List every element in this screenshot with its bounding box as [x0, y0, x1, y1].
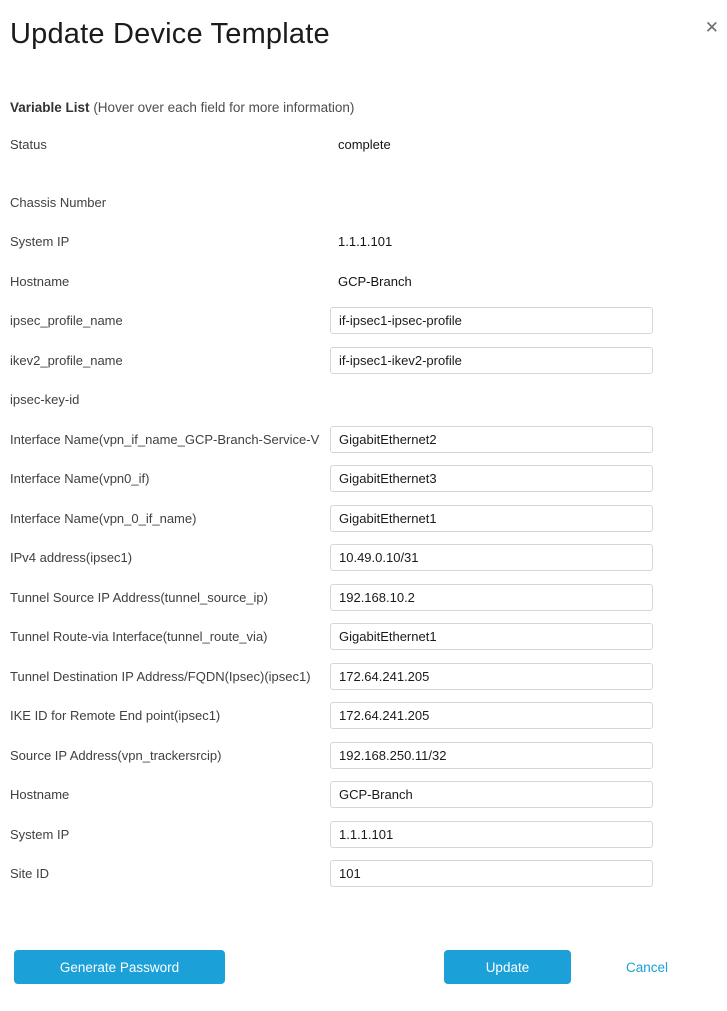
field-label-ipv4-address-ipsec1: IPv4 address(ipsec1) [10, 550, 133, 566]
variable-list-heading [10, 99, 717, 116]
field-label-ikev2-profile-name: ikev2_profile_name [10, 352, 123, 368]
field-input-ipv4-address-ipsec1[interactable] [330, 544, 653, 571]
field-label-status: Status [10, 137, 47, 153]
variable-list-label: Variable List [10, 100, 90, 115]
field-label-interface-name-service-vpn: Interface Name(vpn_if_name_GCP-Branch-Service-V [10, 431, 320, 447]
row-interface-name-vpn0-if [10, 459, 727, 499]
field-label-system-ip: System IP [10, 234, 70, 250]
variable-list-hint: (Hover over each field for more information) [93, 100, 355, 115]
field-label-hostname-input: Hostname [10, 787, 70, 803]
page-title: Update Device Template [10, 18, 330, 50]
row-site-id [10, 854, 727, 894]
field-input-tunnel-route-via[interactable] [330, 623, 653, 650]
field-label-tunnel-route-via: Tunnel Route-via Interface(tunnel_route_via) [10, 629, 268, 645]
field-label-source-ip-tracker: Source IP Address(vpn_trackersrcip) [10, 747, 222, 763]
field-input-source-ip-tracker[interactable] [330, 742, 653, 769]
field-input-interface-name-vpn-0-if-name[interactable] [330, 505, 653, 532]
field-label-interface-name-vpn-0-if-name: Interface Name(vpn_0_if_name) [10, 510, 197, 526]
field-label-interface-name-vpn0-if: Interface Name(vpn0_if) [10, 471, 150, 487]
field-input-system-ip[interactable] [330, 821, 653, 848]
field-input-tunnel-destination-ip[interactable] [330, 663, 653, 690]
row-ikev2-profile-name [10, 341, 727, 381]
field-input-hostname[interactable] [330, 781, 653, 808]
row-ipv4-address-ipsec1 [10, 538, 727, 578]
update-button[interactable]: Update [444, 950, 571, 984]
field-label-system-ip-input: System IP [10, 826, 70, 842]
field-input-ike-id-remote-end-point[interactable] [330, 702, 653, 729]
row-system-ip-static [10, 222, 727, 262]
field-label-tunnel-source-ip: Tunnel Source IP Address(tunnel_source_ip) [10, 589, 268, 605]
field-value-status: complete [338, 137, 391, 153]
field-label-chassis-number: Chassis Number [10, 194, 107, 210]
row-interface-name-vpn-0-if-name [10, 499, 727, 539]
row-chassis-number [10, 183, 727, 223]
field-input-ikev2-profile-name[interactable] [330, 347, 653, 374]
row-status [10, 125, 727, 165]
variable-list [0, 125, 727, 894]
row-source-ip-tracker [10, 736, 727, 776]
row-tunnel-route-via [10, 617, 727, 657]
row-hostname-static [10, 262, 727, 302]
field-input-interface-name-service-vpn[interactable] [330, 426, 653, 453]
row-tunnel-destination-ip [10, 657, 727, 697]
field-value-system-ip: 1.1.1.101 [338, 234, 393, 250]
dialog-footer [0, 950, 727, 984]
field-input-interface-name-vpn0-if[interactable] [330, 465, 653, 492]
field-label-ipsec-key-id: ipsec-key-id [10, 392, 80, 408]
field-value-hostname: GCP-Branch [338, 273, 412, 289]
field-label-site-id: Site ID [10, 866, 50, 882]
field-input-tunnel-source-ip[interactable] [330, 584, 653, 611]
field-label-hostname: Hostname [10, 273, 70, 289]
field-input-site-id[interactable] [330, 860, 653, 887]
row-ike-id-remote-end-point [10, 696, 727, 736]
row-hostname-input [10, 775, 727, 815]
cancel-button[interactable]: Cancel [625, 959, 668, 975]
row-tunnel-source-ip [10, 578, 727, 618]
row-ipsec-profile-name [10, 301, 727, 341]
update-device-template-dialog [0, 14, 727, 1011]
row-interface-name-service-vpn [10, 420, 727, 460]
field-input-ipsec-profile-name[interactable] [330, 307, 653, 334]
row-ipsec-key-id [10, 380, 727, 420]
close-icon[interactable]: ✕ [704, 18, 719, 37]
field-label-ipsec-profile-name: ipsec_profile_name [10, 313, 123, 329]
generate-password-button[interactable]: Generate Password [14, 950, 225, 984]
field-label-tunnel-destination-ip: Tunnel Destination IP Address/FQDN(Ipsec)(ipsec1) [10, 668, 311, 684]
row-system-ip-input [10, 815, 727, 855]
field-label-ike-id-remote-end-point: IKE ID for Remote End point(ipsec1) [10, 708, 221, 724]
